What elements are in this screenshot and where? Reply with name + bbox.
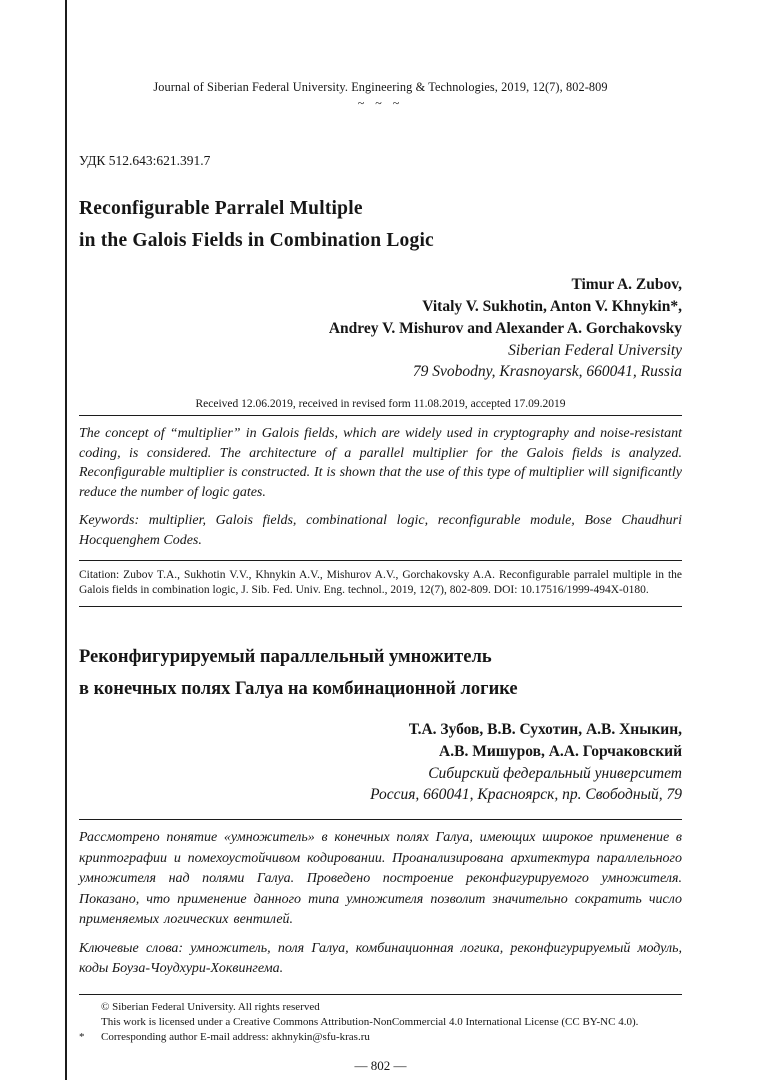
keywords-english: Keywords: multiplier, Galois fields, combinational logic, reconfigurable module, Bose Chaudhuri Hocquenghem Codes.	[79, 513, 682, 548]
paper-page	[79, 0, 682, 1074]
title-russian-line1: Реконфигурируемый параллельный умножитель	[79, 647, 492, 667]
authors-russian-line1: Т.А. Зубов, В.В. Сухотин, А.В. Хныкин,	[408, 721, 682, 738]
authors-english-line1: Timur A. Zubov,	[571, 276, 682, 293]
title-english-line2: in the Galois Fields in Combination Logic	[79, 230, 434, 251]
affiliation-english-line2: 79 Svobodny, Krasnoyarsk, 660041, Russia	[412, 363, 682, 380]
journal-header: Journal of Siberian Federal University. Engineering & Technologies, 2019, 12(7), 802-809	[153, 80, 608, 94]
affiliation-russian-line1: Сибирский федеральный университет	[428, 765, 682, 782]
abstract-english: The concept of “multiplier” in Galois fields, which are widely used in cryptography and noise-resistant coding, is considered. The architecture of a parallel multiplier for the Galois fields is analyzed. Reconfigurable multiplier is constructed. It is shown that the use of this type of multiplier will significantly reduce the number of logic gates.	[79, 426, 682, 500]
divider-rule-4	[79, 819, 682, 820]
title-english	[79, 193, 682, 257]
authors-english-line3: Andrey V. Mishurov and Alexander A. Gorchakovsky	[328, 320, 682, 337]
divider-rule-2	[79, 560, 682, 561]
footnote-asterisk: *	[79, 1030, 85, 1043]
affiliation-russian-line2: Россия, 660041, Красноярск, пр. Свободный, 79	[370, 786, 682, 803]
divider-rule-3	[79, 606, 682, 607]
authors-russian	[79, 719, 682, 763]
affiliation-russian	[79, 763, 682, 805]
keywords-russian: Ключевые слова: умножитель, поля Галуа, комбинационная логика, реконфигурируемый модуль, коды Боуза-Чоудхури-Хоквингема.	[79, 940, 682, 976]
footer-license: This work is licensed under a Creative Commons Attribution-NonCommercial 4.0 International License (CC BY-NC 4.0).	[101, 1015, 639, 1028]
citation-text: Citation: Zubov T.A., Sukhotin V.V., Khnykin A.V., Mishurov A.V., Gorchakovsky A.A. Reconfigurable parralel multiple in the Galois fields in combination logic, J. Sib. Fed. Univ. Eng. technol., 2019, 12(7), 802-809. DOI: 10.17516/1999-494X-0180.	[79, 569, 682, 596]
udk-code: УДК 512.643:621.391.7	[79, 153, 211, 168]
affiliation-english	[79, 340, 682, 382]
footer-corresponding-author	[79, 1030, 682, 1045]
title-english-line1: Reconfigurable Parralel Multiple	[79, 198, 363, 219]
authors-english	[79, 274, 682, 340]
authors-russian-line2: А.В. Мишуров, А.А. Горчаковский	[439, 743, 682, 760]
tilde-ornament: ~ ~ ~	[357, 96, 404, 110]
footer	[79, 1000, 682, 1045]
authors-english-line2: Vitaly V. Sukhotin, Anton V. Khnykin*,	[422, 298, 682, 315]
received-dates: Received 12.06.2019, received in revised form 11.08.2019, accepted 17.09.2019	[195, 398, 566, 410]
title-russian-line2: в конечных полях Галуа на комбинационной логике	[79, 679, 518, 699]
page-number: — 802 —	[354, 1057, 407, 1073]
title-russian	[79, 641, 682, 705]
divider-rule-5	[79, 994, 682, 995]
abstract-russian: Рассмотрено понятие «умножитель» в конечных полях Галуа, имеющих широкое применение в криптографии и помехоустойчивом кодировании. Проанализирована архитектура параллельного умножителя над полями Галуа. Проведено построение реконфигурируемого умножителя. Показано, что применение данного типа умножителя позволит значительно сократить число применяемых логических вентилей.	[79, 830, 682, 927]
footer-copyright: © Siberian Federal University. All rights reserved	[101, 1000, 320, 1013]
corresponding-author-email: Corresponding author E-mail address: akhnykin@sfu-kras.ru	[101, 1030, 370, 1043]
affiliation-english-line1: Siberian Federal University	[508, 342, 682, 359]
divider-rule-1	[79, 415, 682, 416]
page-edge-line	[65, 0, 67, 1080]
